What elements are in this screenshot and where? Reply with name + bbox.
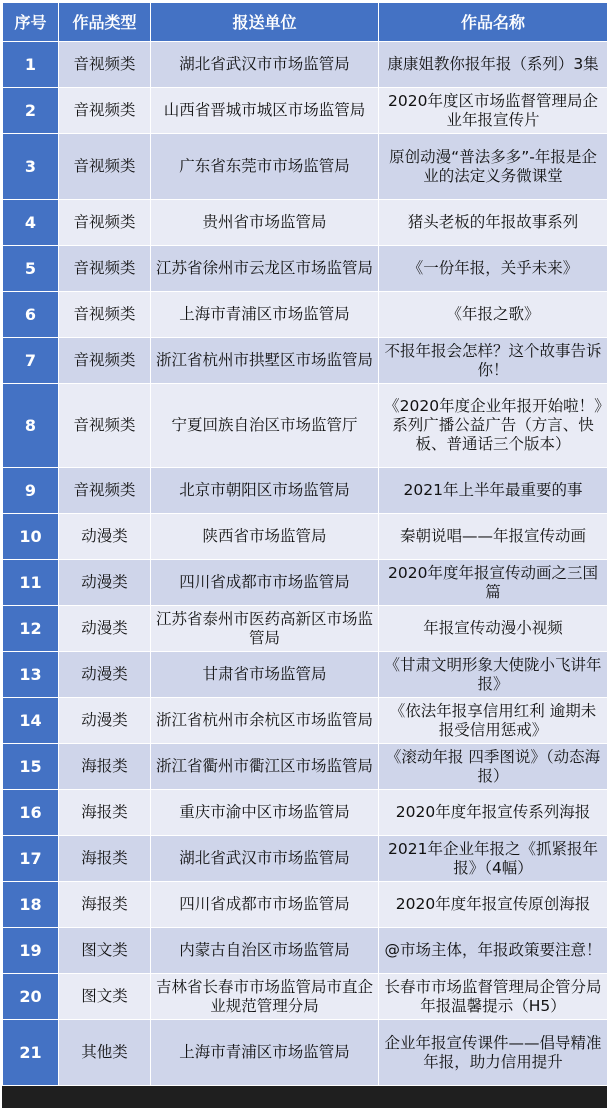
cell-seq: 21 xyxy=(3,1020,59,1086)
cell-name: 原创动漫“普法多多”-年报是企业的法定义务微课堂 xyxy=(379,134,608,200)
cell-name: 《2020年度企业年报开始啦！》系列广播公益广告（方言、快板、普通话三个版本） xyxy=(379,384,608,468)
cell-type: 图文类 xyxy=(59,974,151,1020)
cell-seq: 5 xyxy=(3,246,59,292)
cell-type: 其他类 xyxy=(59,1020,151,1086)
cell-unit: 湖北省武汉市市场监管局 xyxy=(151,836,379,882)
cell-type: 动漫类 xyxy=(59,698,151,744)
cell-unit: 江苏省徐州市云龙区市场监管局 xyxy=(151,246,379,292)
cell-name: 康康姐教你报年报（系列）3集 xyxy=(379,42,608,88)
cell-unit: 吉林省长春市市场监管局市直企业规范管理分局 xyxy=(151,974,379,1020)
cell-name: 秦朝说唱——年报宣传动画 xyxy=(379,514,608,560)
cell-name: 《依法年报享信用红利 逾期未报受信用惩戒》 xyxy=(379,698,608,744)
cell-type: 动漫类 xyxy=(59,514,151,560)
cell-seq: 18 xyxy=(3,882,59,928)
cell-name: 不报年报会怎样？这个故事告诉你！ xyxy=(379,338,608,384)
table-row xyxy=(3,468,608,514)
header-seq: 序号 xyxy=(3,3,59,42)
header-row xyxy=(3,3,608,42)
cell-unit: 甘肃省市场监管局 xyxy=(151,652,379,698)
cell-unit: 山西省晋城市城区市场监管局 xyxy=(151,88,379,134)
cell-unit: 浙江省杭州市拱墅区市场监管局 xyxy=(151,338,379,384)
cell-seq: 3 xyxy=(3,134,59,200)
table-row xyxy=(3,514,608,560)
cell-type: 海报类 xyxy=(59,882,151,928)
cell-type: 音视频类 xyxy=(59,200,151,246)
cell-unit: 北京市朝阳区市场监管局 xyxy=(151,468,379,514)
cell-seq: 11 xyxy=(3,560,59,606)
cell-type: 图文类 xyxy=(59,928,151,974)
cell-seq: 17 xyxy=(3,836,59,882)
table-row xyxy=(3,928,608,974)
cell-type: 海报类 xyxy=(59,790,151,836)
cell-name: 猪头老板的年报故事系列 xyxy=(379,200,608,246)
cell-type: 动漫类 xyxy=(59,560,151,606)
cell-seq: 2 xyxy=(3,88,59,134)
cell-unit: 浙江省杭州市余杭区市场监管局 xyxy=(151,698,379,744)
cell-name: 企业年报宣传课件——倡导精准年报，助力信用提升 xyxy=(379,1020,608,1086)
cell-name: 《甘肃文明形象大使陇小飞讲年报》 xyxy=(379,652,608,698)
cell-unit: 四川省成都市市场监管局 xyxy=(151,882,379,928)
header-name: 作品名称 xyxy=(379,3,608,42)
table-row xyxy=(3,698,608,744)
cell-unit: 内蒙古自治区市场监管局 xyxy=(151,928,379,974)
cell-name: 2021年企业年报之《抓紧报年报》（4幅） xyxy=(379,836,608,882)
table-row xyxy=(3,836,608,882)
table-row xyxy=(3,1020,608,1086)
cell-seq: 12 xyxy=(3,606,59,652)
table-row xyxy=(3,790,608,836)
cell-seq: 10 xyxy=(3,514,59,560)
table-body xyxy=(3,42,608,1086)
cell-unit: 贵州省市场监管局 xyxy=(151,200,379,246)
cell-name: 年报宣传动漫小视频 xyxy=(379,606,608,652)
cell-type: 海报类 xyxy=(59,744,151,790)
table-row xyxy=(3,974,608,1020)
table-frame xyxy=(2,2,607,1108)
cell-name: 2020年度年报宣传原创海报 xyxy=(379,882,608,928)
cell-type: 音视频类 xyxy=(59,88,151,134)
cell-type: 动漫类 xyxy=(59,606,151,652)
cell-name: 2020年度年报宣传动画之三国篇 xyxy=(379,560,608,606)
cell-type: 动漫类 xyxy=(59,652,151,698)
cell-unit: 上海市青浦区市场监管局 xyxy=(151,292,379,338)
cell-unit: 浙江省衢州市衢江区市场监管局 xyxy=(151,744,379,790)
table-row xyxy=(3,42,608,88)
table-row xyxy=(3,384,608,468)
cell-unit: 上海市青浦区市场监管局 xyxy=(151,1020,379,1086)
cell-seq: 14 xyxy=(3,698,59,744)
table-row xyxy=(3,246,608,292)
cell-unit: 重庆市渝中区市场监管局 xyxy=(151,790,379,836)
cell-seq: 9 xyxy=(3,468,59,514)
table-row xyxy=(3,292,608,338)
cell-type: 音视频类 xyxy=(59,338,151,384)
cell-type: 音视频类 xyxy=(59,468,151,514)
table-row xyxy=(3,88,608,134)
cell-seq: 13 xyxy=(3,652,59,698)
table-row xyxy=(3,882,608,928)
cell-seq: 4 xyxy=(3,200,59,246)
cell-name: 《一份年报，关乎未来》 xyxy=(379,246,608,292)
table-row xyxy=(3,560,608,606)
cell-type: 音视频类 xyxy=(59,384,151,468)
table-row xyxy=(3,606,608,652)
header-unit: 报送单位 xyxy=(151,3,379,42)
cell-seq: 6 xyxy=(3,292,59,338)
cell-name: 2020年度年报宣传系列海报 xyxy=(379,790,608,836)
header-type: 作品类型 xyxy=(59,3,151,42)
cell-name: 2021年上半年最重要的事 xyxy=(379,468,608,514)
cell-name: @市场主体，年报政策要注意！ xyxy=(379,928,608,974)
cell-seq: 8 xyxy=(3,384,59,468)
cell-type: 音视频类 xyxy=(59,42,151,88)
cell-seq: 15 xyxy=(3,744,59,790)
award-table xyxy=(2,2,608,1086)
cell-unit: 湖北省武汉市市场监管局 xyxy=(151,42,379,88)
cell-type: 海报类 xyxy=(59,836,151,882)
cell-type: 音视频类 xyxy=(59,246,151,292)
table-row xyxy=(3,338,608,384)
cell-seq: 19 xyxy=(3,928,59,974)
table-row xyxy=(3,134,608,200)
cell-seq: 1 xyxy=(3,42,59,88)
cell-unit: 广东省东莞市市场监管局 xyxy=(151,134,379,200)
table-row xyxy=(3,652,608,698)
cell-seq: 20 xyxy=(3,974,59,1020)
cell-unit: 宁夏回族自治区市场监管厅 xyxy=(151,384,379,468)
cell-seq: 16 xyxy=(3,790,59,836)
cell-unit: 四川省成都市市场监管局 xyxy=(151,560,379,606)
table-row xyxy=(3,200,608,246)
cell-unit: 江苏省泰州市医药高新区市场监管局 xyxy=(151,606,379,652)
cell-type: 音视频类 xyxy=(59,134,151,200)
cell-seq: 7 xyxy=(3,338,59,384)
cell-type: 音视频类 xyxy=(59,292,151,338)
cell-name: 2020年度区市场监督管理局企业年报宣传片 xyxy=(379,88,608,134)
table-row xyxy=(3,744,608,790)
cell-name: 《滚动年报 四季图说》（动态海报） xyxy=(379,744,608,790)
cell-name: 《年报之歌》 xyxy=(379,292,608,338)
cell-unit: 陕西省市场监管局 xyxy=(151,514,379,560)
cell-name: 长春市市场监督管理局企管分局年报温馨提示（H5） xyxy=(379,974,608,1020)
